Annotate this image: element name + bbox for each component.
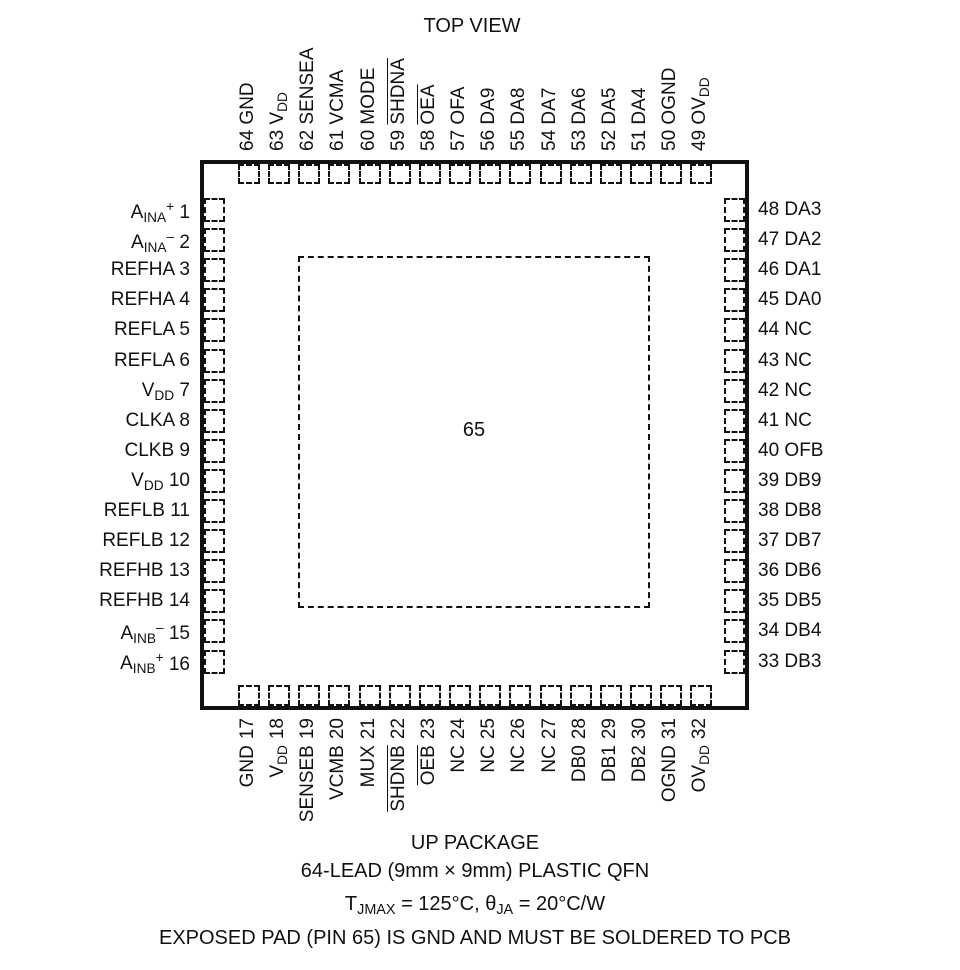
pin-number: 48 <box>758 199 780 220</box>
pin-label-bottom <box>540 718 559 828</box>
pin-name: SHDNB <box>387 745 409 812</box>
pin-number: 32 <box>689 718 711 740</box>
pin-label-left <box>102 531 190 550</box>
pin-name: DB6 <box>784 560 822 582</box>
pin-label-left <box>114 351 190 370</box>
pin-number: 14 <box>168 590 190 612</box>
pin-pad-top <box>238 164 260 184</box>
pin-pad-bottom <box>509 685 531 706</box>
pin-name: DA5 <box>598 87 620 125</box>
pin-number: 15 <box>168 623 190 645</box>
pin-pad-top <box>419 164 441 184</box>
pin-name-subscript: DD <box>274 92 290 112</box>
theta-subscript: JA <box>496 902 514 919</box>
pin-label-right <box>758 290 821 309</box>
pin-number: 53 <box>568 129 590 151</box>
pin-pad-right <box>724 198 745 222</box>
pin-number: 42 <box>758 379 780 401</box>
pin-pad-left <box>204 379 225 403</box>
pin-number: 54 <box>538 129 560 151</box>
pin-name: REFHA <box>110 289 175 311</box>
pin-pad-left <box>204 349 225 373</box>
pin-name: V <box>267 764 289 778</box>
pin-label-top <box>449 87 468 151</box>
theta-symbol: θ <box>485 893 497 915</box>
pin-label-top <box>570 88 589 151</box>
pin-name: A <box>131 231 144 253</box>
pin-label-top <box>690 77 712 151</box>
pin-pad-right <box>724 499 745 523</box>
pin-label-left <box>120 652 190 676</box>
pin-label-left <box>114 320 190 339</box>
pin-label-left <box>104 501 190 520</box>
pin-number: 34 <box>758 620 780 642</box>
pin-pad-left <box>204 619 225 643</box>
pin-pad-bottom <box>419 685 441 706</box>
pin-name: NC <box>478 745 500 773</box>
pin-name-subscript: DD <box>143 477 164 493</box>
pin-pad-right <box>724 349 745 373</box>
pin-name: DA6 <box>568 87 590 125</box>
pin-label-left <box>131 200 190 224</box>
pin-name: OV <box>689 97 711 125</box>
pin-number: 38 <box>758 500 780 521</box>
pin-label-right <box>758 441 823 460</box>
exposed-pad-note: EXPOSED PAD (PIN 65) IS GND AND MUST BE SOLDERED TO PCB <box>158 927 791 949</box>
pin-label-bottom <box>268 718 290 828</box>
pin-pad-right <box>724 529 745 553</box>
pin-pad-bottom <box>630 685 652 706</box>
pin-pad-right <box>724 228 745 252</box>
pin-number: 3 <box>179 259 190 281</box>
pin-name: A <box>130 201 144 223</box>
pin-pad-top <box>268 164 290 184</box>
pin-number: 26 <box>508 718 530 740</box>
pin-label-left <box>131 471 190 493</box>
pin-name: DA1 <box>784 259 822 281</box>
exposed-pad-label: 65 <box>462 419 486 441</box>
pin-number: 47 <box>758 229 780 251</box>
pin-number: 10 <box>168 469 190 491</box>
pin-name: VCMB <box>327 745 349 801</box>
pin-name-subscript: DD <box>697 745 713 765</box>
pin-number: 23 <box>417 718 439 740</box>
pin-pad-bottom <box>690 685 712 706</box>
pin-pad-right <box>724 288 745 312</box>
pin-name: REFHA <box>110 259 175 281</box>
pin-number: 30 <box>628 718 650 740</box>
pin-label-bottom <box>570 718 589 828</box>
pin-number: 24 <box>448 718 470 740</box>
pin-label-bottom <box>660 718 679 828</box>
pin-number: 29 <box>598 718 620 740</box>
pin-number: 50 <box>659 129 681 151</box>
pin-number: 19 <box>297 718 319 740</box>
pin-name: NC <box>784 409 812 431</box>
pin-pad-right <box>724 650 745 674</box>
pin-label-top <box>600 88 619 151</box>
pin-label-top <box>238 82 257 151</box>
pin-label-right <box>758 591 821 610</box>
package-description: 64-LEAD (9mm × 9mm) PLASTIC QFN <box>300 860 650 882</box>
pin-name: NC <box>448 745 470 773</box>
pin-pad-right <box>724 589 745 613</box>
pin-label-bottom <box>449 718 468 828</box>
pin-name-subscript: INB <box>132 661 156 677</box>
pin-number: 35 <box>758 590 780 612</box>
pin-name: NC <box>508 745 530 773</box>
pin-label-right <box>758 230 821 249</box>
pin-label-right <box>758 621 821 640</box>
pin-label-bottom <box>419 718 438 828</box>
pin-name-subscript: INB <box>133 631 156 647</box>
pin-label-left <box>131 230 190 254</box>
pin-label-bottom <box>389 718 408 828</box>
package-code: UP PACKAGE <box>410 832 540 854</box>
pin-label-left <box>99 591 190 610</box>
pin-number: 11 <box>170 500 190 521</box>
pin-pad-left <box>204 439 225 463</box>
pin-name: DA3 <box>784 199 822 220</box>
pin-number: 51 <box>628 129 650 151</box>
pin-number: 57 <box>448 129 470 151</box>
pin-name: V <box>131 469 144 491</box>
pin-pad-left <box>204 409 225 433</box>
pin-pad-bottom <box>268 685 290 706</box>
pin-pad-bottom <box>238 685 260 706</box>
pin-label-left <box>125 441 191 460</box>
tjmax-symbol: T <box>344 893 358 915</box>
pin-number: 39 <box>758 469 780 491</box>
pin-name: V <box>141 379 155 401</box>
pin-name-subscript: INA <box>143 209 167 225</box>
pin-name: DA8 <box>508 87 530 125</box>
pin-pad-left <box>204 288 225 312</box>
pin-pad-bottom <box>540 685 562 706</box>
pin-pad-bottom <box>328 685 350 706</box>
pin-label-left <box>111 260 190 279</box>
pin-number: 17 <box>237 718 258 740</box>
pin-name: OFA <box>448 86 470 125</box>
pin-pad-left <box>204 529 225 553</box>
pin-label-right <box>758 351 812 370</box>
pin-pad-top <box>359 164 381 184</box>
pin-pad-left <box>204 559 225 583</box>
pin-name: DB2 <box>628 745 650 783</box>
pin-pad-top <box>389 164 411 184</box>
pin-name: DA7 <box>538 87 560 125</box>
pin-name: DA0 <box>784 289 822 311</box>
exposed-pad <box>298 256 650 608</box>
pin-pad-left <box>204 469 225 493</box>
pin-name: A <box>120 653 133 675</box>
pin-number: 18 <box>267 718 289 740</box>
pin-label-top <box>660 68 679 151</box>
pin-name: DB8 <box>784 500 822 521</box>
pin-label-right <box>758 501 821 520</box>
pin-label-left <box>120 621 190 645</box>
pin-pad-top <box>540 164 562 184</box>
pin-name: SENSEB <box>297 745 319 823</box>
pin-name: $\overline{OEA}$ <box>417 84 439 125</box>
pin-name: OGND <box>659 745 681 803</box>
pin-name-superscript: + <box>155 650 164 666</box>
pin-number: 33 <box>758 650 780 672</box>
pin-label-right <box>758 320 812 339</box>
pin-pad-bottom <box>600 685 622 706</box>
pin-pad-top <box>690 164 712 184</box>
pin-number: 37 <box>758 530 780 552</box>
pin-label-bottom <box>600 718 619 828</box>
pin-name: DB9 <box>784 469 822 491</box>
pin-name: DA4 <box>628 87 650 125</box>
pin-number: 55 <box>508 129 530 151</box>
pin-number: 62 <box>297 129 319 151</box>
pin-name-superscript: + <box>166 199 175 214</box>
pin-name-superscript: – <box>166 229 175 245</box>
tjmax-value: = 125°C, <box>395 893 486 915</box>
pin-pad-right <box>724 619 745 643</box>
theta-value: = 20°C/W <box>513 893 606 915</box>
pin-pad-left <box>204 318 225 342</box>
pin-number: 12 <box>168 530 190 552</box>
pin-name: REFHB <box>99 590 164 612</box>
pin-label-top <box>328 70 347 151</box>
pin-pad-top <box>449 164 471 184</box>
pin-name: REFLB <box>102 530 164 552</box>
pin-number: 52 <box>598 129 620 151</box>
pin-pad-left <box>204 198 225 222</box>
pin-pad-bottom <box>389 685 411 706</box>
pin-number: 60 <box>357 129 379 151</box>
pin-number: 56 <box>478 129 500 151</box>
pin-label-top <box>540 88 559 151</box>
pin-name: NC <box>784 319 812 341</box>
pin-label-bottom <box>690 718 712 828</box>
pin-pad-bottom <box>298 685 320 706</box>
pin-number: 4 <box>179 289 190 311</box>
pin-pad-right <box>724 379 745 403</box>
pin-label-top <box>419 84 438 151</box>
pin-number: 36 <box>758 560 780 582</box>
pin-name: DA2 <box>784 229 822 251</box>
pin-name: NC <box>784 349 812 371</box>
pin-pad-top <box>570 164 592 184</box>
pin-name: NC <box>784 379 812 401</box>
pin-name: DB7 <box>784 530 822 552</box>
pin-number: 16 <box>168 653 190 675</box>
pin-name: DB1 <box>598 745 620 783</box>
pin-name: $\overline{OEB}$ <box>417 745 439 786</box>
pin-label-bottom <box>238 718 257 828</box>
pin-pad-top <box>509 164 531 184</box>
pin-number: 44 <box>758 319 780 341</box>
pin-label-bottom <box>479 718 498 828</box>
pin-number: 45 <box>758 289 780 311</box>
pin-number: 46 <box>758 259 780 281</box>
pin-label-top <box>268 92 290 151</box>
pin-label-left <box>111 290 190 309</box>
pin-number: 63 <box>267 129 289 151</box>
pin-pad-bottom <box>570 685 592 706</box>
pin-name-subscript: INA <box>143 239 167 255</box>
pin-name: OFB <box>784 439 824 461</box>
pin-label-right <box>758 561 821 580</box>
pin-pad-top <box>328 164 350 184</box>
pin-name: V <box>267 111 289 125</box>
pin-number: 27 <box>538 718 560 740</box>
thermal-spec <box>0 894 950 917</box>
pin-name: A <box>120 623 134 645</box>
pin-name: DB5 <box>784 590 822 612</box>
pin-name: VCMA <box>327 69 349 125</box>
pin-number: 41 <box>758 409 780 431</box>
pin-number: 59 <box>387 129 409 151</box>
top-view-title: TOP VIEW <box>423 15 521 37</box>
pin-name: DB4 <box>784 620 822 642</box>
pin-pad-top <box>600 164 622 184</box>
pin-pad-top <box>660 164 682 184</box>
pin-label-top <box>298 47 317 151</box>
pin-label-bottom <box>328 718 347 828</box>
pin-label-right <box>758 381 812 400</box>
pin-pad-top <box>630 164 652 184</box>
pin-name: REFLA <box>113 319 175 341</box>
pin-number: 5 <box>179 319 190 341</box>
pin-pad-left <box>204 258 225 282</box>
pin-name: MUX <box>357 745 379 788</box>
pin-label-left <box>142 381 190 403</box>
pin-label-right <box>758 200 821 219</box>
tjmax-subscript: JMAX <box>357 902 396 919</box>
pin-name: REFLB <box>103 500 165 521</box>
pin-number: 31 <box>659 718 681 740</box>
pin-pad-left <box>204 589 225 613</box>
pin-number: 22 <box>387 718 409 740</box>
pin-label-left <box>99 561 190 580</box>
pin-name: REFLA <box>113 349 175 371</box>
pin-label-right <box>758 411 812 430</box>
pin-label-top <box>509 88 528 151</box>
pin-pad-left <box>204 650 225 674</box>
pin-label-bottom <box>298 718 317 828</box>
pin-pad-right <box>724 409 745 433</box>
pin-number: 49 <box>689 129 711 151</box>
pin-name-subscript: DD <box>154 387 175 403</box>
pin-label-right <box>758 652 821 671</box>
pin-pad-left <box>204 228 225 252</box>
pin-number: 43 <box>758 349 780 371</box>
pin-pad-bottom <box>660 685 682 706</box>
pin-label-bottom <box>359 718 378 828</box>
pin-name-superscript: – <box>155 620 164 636</box>
pin-name-subscript: DD <box>274 745 290 765</box>
pin-name: CLKB <box>124 439 175 461</box>
pin-number: 6 <box>179 349 190 371</box>
pin-name: MODE <box>357 67 379 125</box>
pin-pad-right <box>724 439 745 463</box>
pin-name: DB0 <box>568 745 590 783</box>
pin-number: 1 <box>179 201 190 223</box>
pin-pad-left <box>204 499 225 523</box>
pin-name: REFHB <box>99 560 164 582</box>
pin-label-right <box>758 531 821 550</box>
pin-pad-right <box>724 258 745 282</box>
pin-label-left <box>126 411 190 430</box>
pin-label-top <box>389 58 408 151</box>
pin-number: 9 <box>179 439 190 461</box>
pin-number: 7 <box>179 379 190 401</box>
pin-pad-right <box>724 469 745 493</box>
pin-number: 21 <box>357 718 379 740</box>
pin-number: 40 <box>758 439 780 461</box>
pin-pad-right <box>724 559 745 583</box>
pin-number: 13 <box>168 560 190 582</box>
pin-number: 8 <box>179 409 190 431</box>
pin-name: GND <box>237 745 258 788</box>
pin-label-right <box>758 260 821 279</box>
pin-number: 28 <box>568 718 590 740</box>
pin-number: 20 <box>327 718 349 740</box>
pin-label-top <box>630 88 649 151</box>
pin-name: GND <box>237 82 258 125</box>
pin-number: 58 <box>417 129 439 151</box>
pin-number: 2 <box>179 231 190 253</box>
pin-number: 25 <box>478 718 500 740</box>
pin-name: DB3 <box>784 650 822 672</box>
pin-name: CLKA <box>125 409 175 431</box>
pin-name: OV <box>689 764 711 793</box>
pin-number: 64 <box>237 129 258 151</box>
pin-name: DA9 <box>478 87 500 125</box>
pin-pad-bottom <box>449 685 471 706</box>
pin-name-subscript: DD <box>697 77 713 98</box>
pin-pad-bottom <box>479 685 501 706</box>
pin-name: SHDNA <box>387 58 409 125</box>
pin-label-top <box>359 68 378 151</box>
pin-number: 61 <box>327 129 349 151</box>
pin-name: NC <box>538 745 560 773</box>
pin-pad-top <box>479 164 501 184</box>
pin-label-bottom <box>630 718 649 828</box>
pin-name: SENSEA <box>297 47 319 125</box>
pin-pad-top <box>298 164 320 184</box>
pin-name: OGND <box>659 67 681 125</box>
pin-label-top <box>479 88 498 151</box>
pin-label-right <box>758 471 821 490</box>
pin-pad-right <box>724 318 745 342</box>
pin-pad-bottom <box>359 685 381 706</box>
pin-label-bottom <box>509 718 528 828</box>
